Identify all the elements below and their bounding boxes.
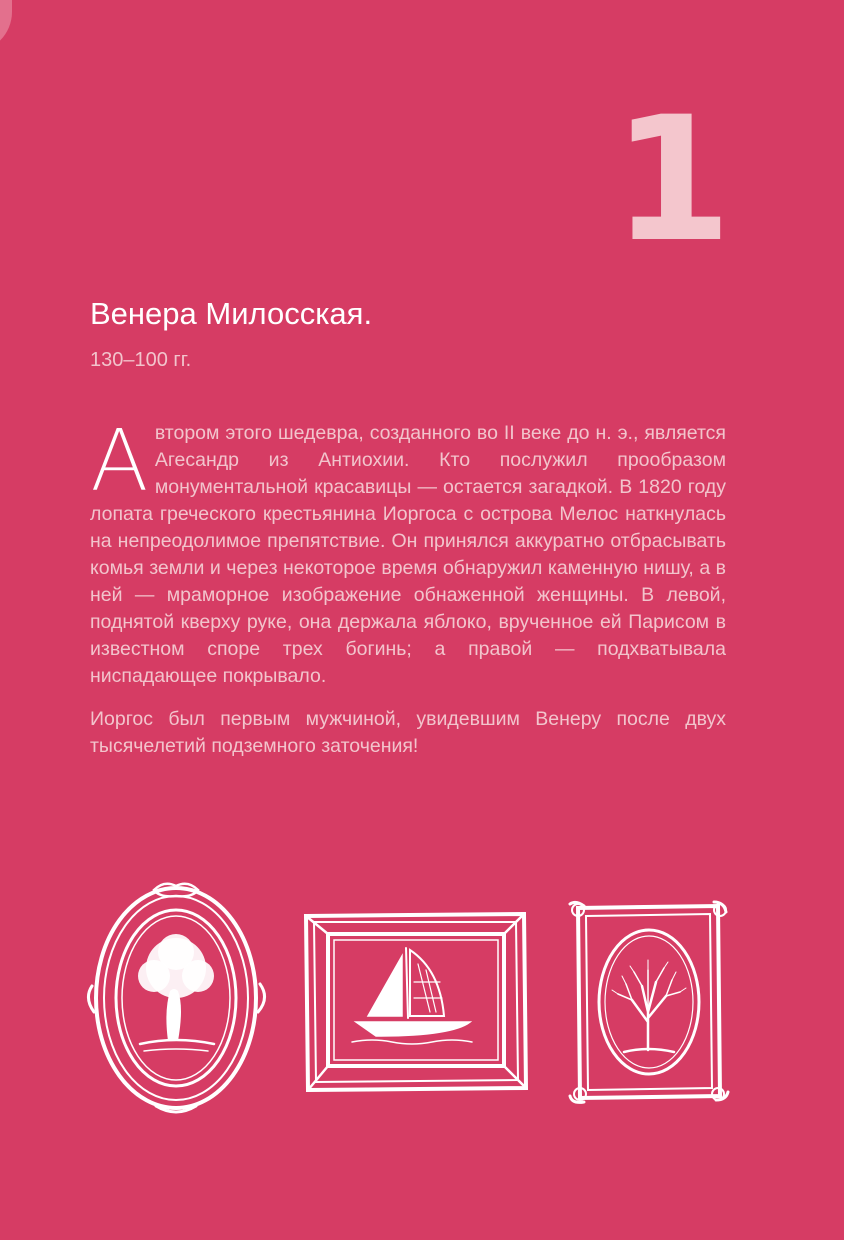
illustrations <box>84 876 734 1112</box>
dates: 130–100 гг. <box>90 349 192 371</box>
body-text <box>90 411 726 776</box>
ornate-frame-tree-icon <box>568 900 730 1104</box>
page-title: Венера Милосская. <box>90 296 373 331</box>
drop-cap: А <box>90 411 149 511</box>
rect-frame-ship-icon <box>302 912 530 1092</box>
corner-decoration <box>0 0 12 52</box>
paragraph-2: Иоргос был первым мужчиной, увидевшим Венеру после двух тысячелетий подземного заточения! <box>90 708 726 757</box>
paragraph-1 <box>90 411 726 690</box>
paragraph-1-text: втором этого шедевра, созданного во II веке до н. э., является Агесандр из Антиохии. Кто послужил прообразом монументальной красавицы — остается загадкой. В 1820 году лопата греческого крестьянина Иоргоса с острова Мелос наткнулась на непреодолимое препятствие. Он принялся аккуратно отбрасывать комья земли и через некоторое время обнаружил каменную нишу, а в ней — мраморное изображение обнаженной женщины. В левой, поднятой кверху руке, она держала яблоко, врученное ей Парисом в известном споре трех богинь; а правой — подхватывала ниспадающее покрывало. <box>90 422 726 687</box>
oval-frame-tree-icon <box>84 876 274 1116</box>
chapter-number: 1 <box>612 79 728 280</box>
